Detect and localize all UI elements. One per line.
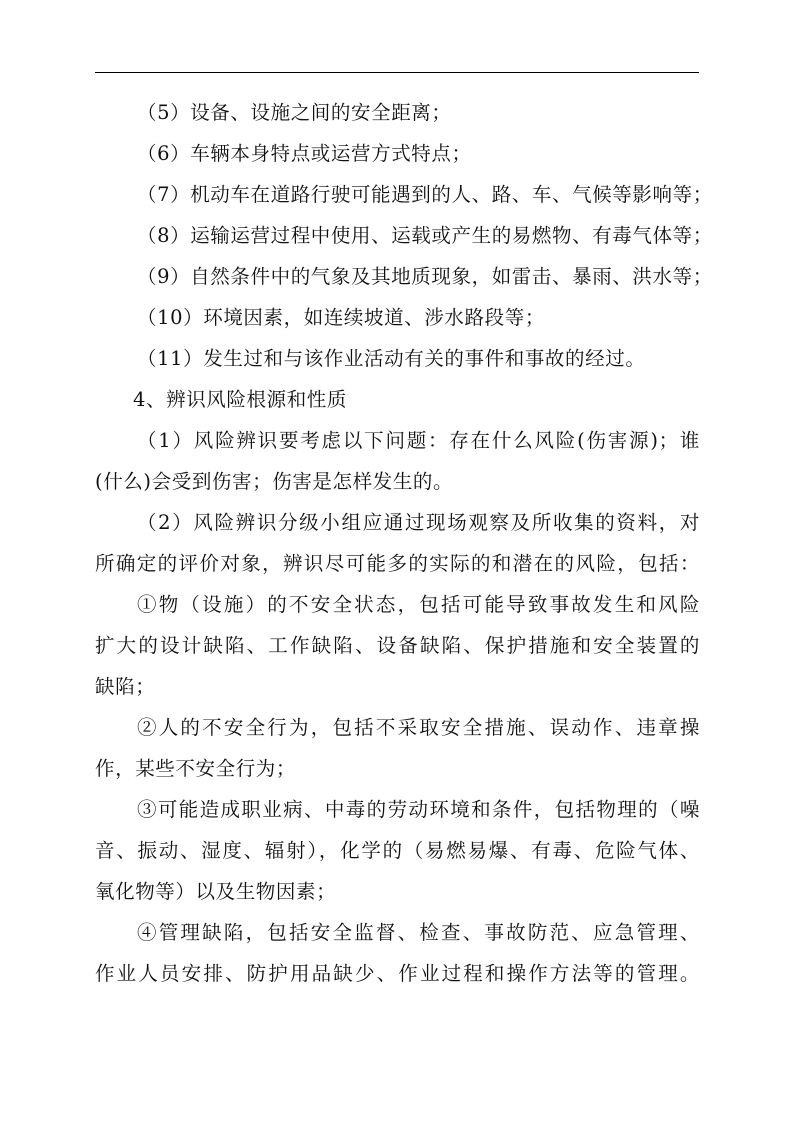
paragraph-1-line-1: （1）风险辨识要考虑以下问题：存在什么风险(伤害源)；谁 <box>137 429 700 452</box>
circled-item-3-line-1: ③可能造成职业病、中毒的劳动环境和条件，包括物理的（噪 <box>137 798 700 821</box>
list-item-7: （7）机动车在道路行驶可能遇到的人、路、车、气候等影响等； <box>137 183 713 206</box>
list-item-5: （5）设备、设施之间的安全距离； <box>137 101 452 124</box>
list-item-8: （8）运输运营过程中使用、运载或产生的易燃物、有毒气体等； <box>137 224 713 247</box>
paragraph-2-line-1: （2）风险辨识分级小组应通过现场观察及所收集的资料，对 <box>137 511 700 534</box>
circled-item-3-line-3: 氧化物等）以及生物因素； <box>95 880 337 903</box>
circled-item-3-line-2: 音、振动、湿度、辐射），化学的（易燃易爆、有毒、危险气体、 <box>95 839 700 862</box>
circled-item-2-line-1: ②人的不安全行为，包括不采取安全措施、误动作、违章操 <box>137 716 700 739</box>
circled-item-1-line-3: 缺陷； <box>95 675 156 698</box>
list-item-10: （10）环境因素，如连续坡道、涉水路段等； <box>137 306 545 329</box>
list-item-6: （6）车辆本身特点或运营方式特点； <box>137 142 472 165</box>
paragraph-2-line-2: 所确定的评价对象，辨识尽可能多的实际的和潜在的风险，包括： <box>95 552 700 575</box>
section-heading-4: 4、辨识风险根源和性质 <box>133 388 348 411</box>
circled-item-1-line-2: 扩大的设计缺陷、工作缺陷、设备缺陷、保护措施和安全装置的 <box>95 634 700 657</box>
circled-item-1-line-1: ①物（设施）的不安全状态，包括可能导致事故发生和风险 <box>137 593 700 616</box>
header-rule <box>95 72 699 73</box>
circled-item-2-line-2: 作，某些不安全行为； <box>95 757 297 780</box>
circled-item-4-line-1: ④管理缺陷，包括安全监督、检查、事故防范、应急管理、 <box>137 921 700 944</box>
list-item-11: （11）发生过和与该作业活动有关的事件和事故的经过。 <box>137 347 646 370</box>
paragraph-1-line-2: (什么)会受到伤害；伤害是怎样发生的。 <box>95 470 454 493</box>
document-body <box>95 92 713 994</box>
circled-item-4-line-2: 作业人员安排、防护用品缺少、作业过程和操作方法等的管理。 <box>95 962 700 985</box>
list-item-9: （9）自然条件中的气象及其地质现象，如雷击、暴雨、洪水等； <box>137 265 713 288</box>
